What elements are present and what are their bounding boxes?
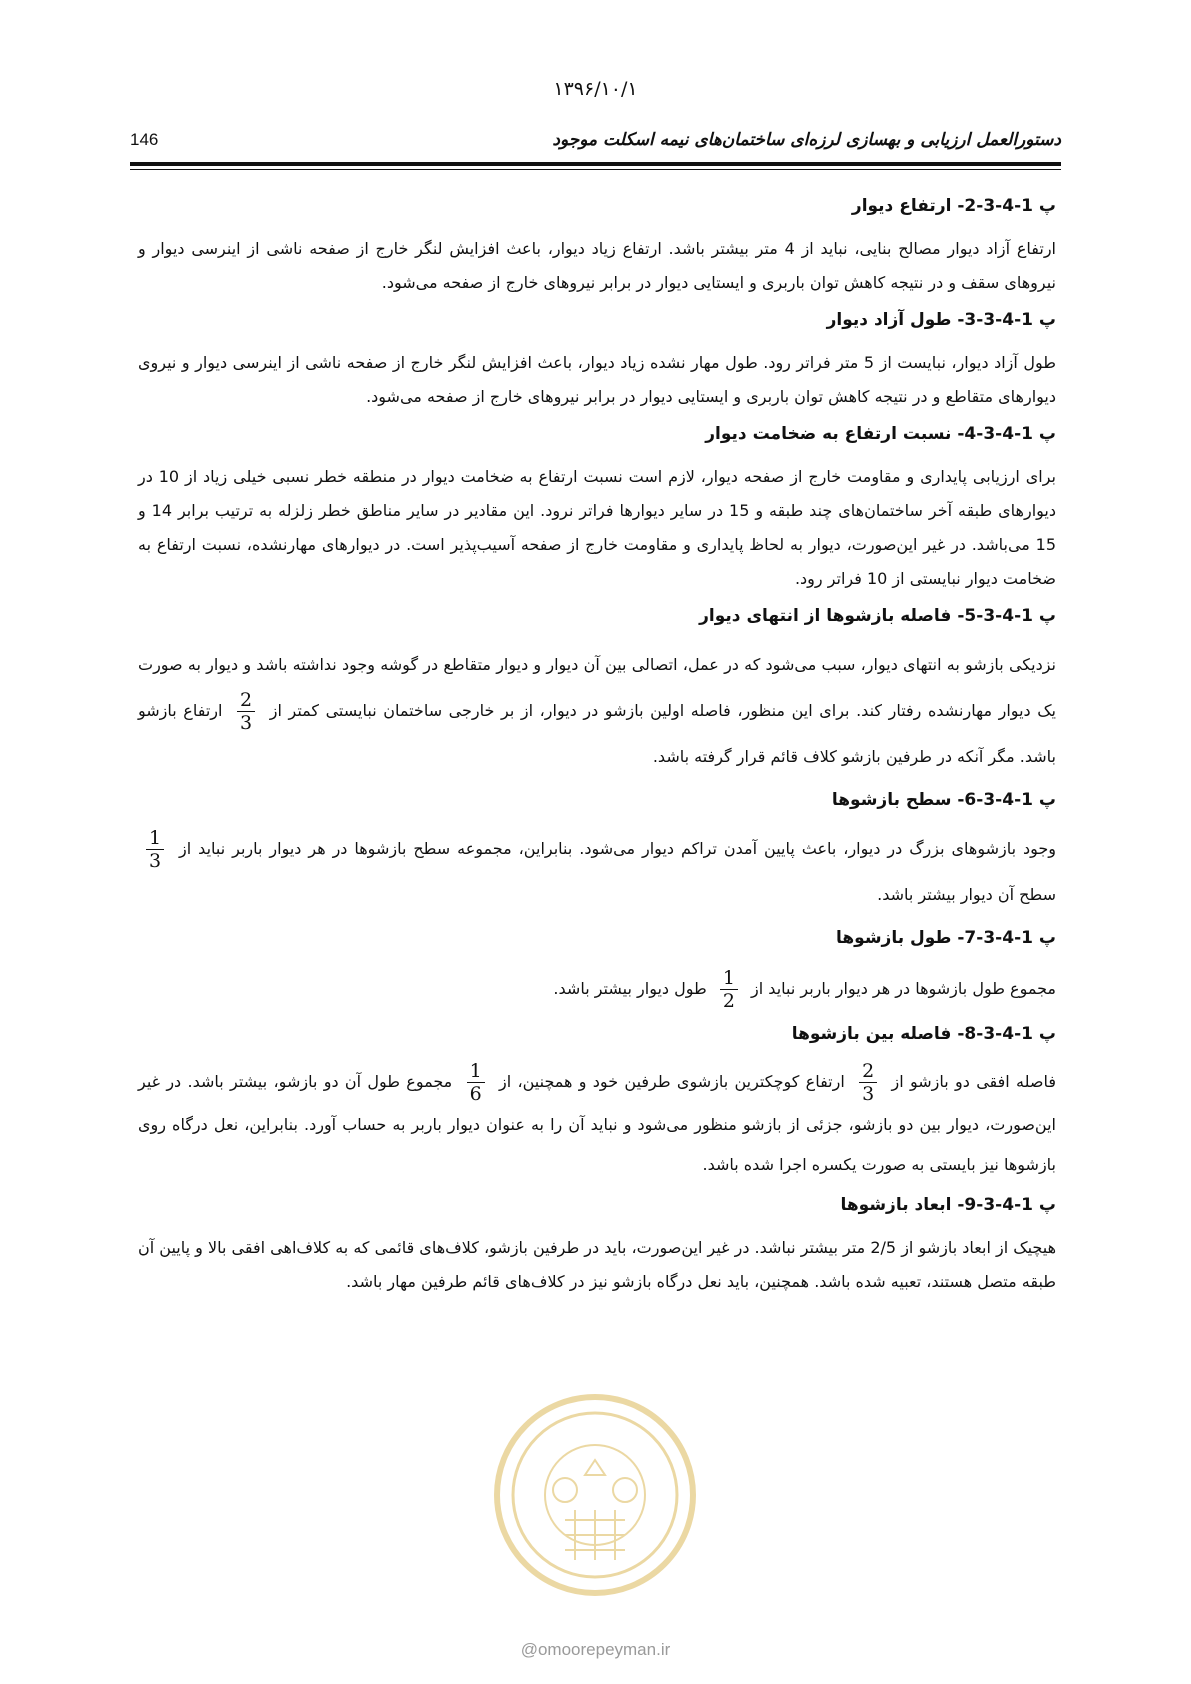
organization-seal-icon <box>490 1390 700 1600</box>
document-body <box>138 192 1056 1305</box>
section-heading: پ 1-4-3-8- فاصله بین بازشوها <box>791 1024 1056 1044</box>
paragraph-text: وجود بازشوهای بزرگ در دیوار، باعث پایین آمدن تراکم دیوار می‌شود. بنابراین، مجموعه سطح بازشوها در هر دیوار باربر نباید از <box>179 839 1056 858</box>
section-heading: پ 1-4-3-7- طول بازشوها <box>836 928 1056 948</box>
page-header <box>130 130 1061 158</box>
paragraph-text: نزدیکی بازشو به انتهای دیوار، سبب می‌شود که در عمل، اتصالی بین آن دیوار و دیوار متقاطع در گوشه وجود نداشته باشد و دیوار به صورت یک دیوار مهارنشده رفتار کند. برای این منظور، فاصله اولین بازشو در دیوار، از بر خارجی ساختمان نبایستی کمتر از <box>138 655 1056 720</box>
paragraph-text: طول دیوار بیشتر باشد. <box>553 979 707 998</box>
section-heading: پ 1-4-3-3- طول آزاد دیوار <box>826 310 1056 330</box>
fraction-denominator: 3 <box>240 712 253 734</box>
header-rule-thin <box>130 169 1061 170</box>
document-date: ۱۳۹۶/۱۰/۱ <box>553 78 638 100</box>
paragraph-text: فاصله افقی دو بازشو از <box>891 1072 1057 1091</box>
fraction <box>859 1060 877 1105</box>
fraction-numerator: 2 <box>237 689 255 712</box>
section-paragraph: ارتفاع آزاد دیوار مصالح بنایی، نباید از 4 متر بیشتر باشد. ارتفاع زیاد دیوار، باعث افزایش لنگر خارج از صفحه ناشی از اینرسی دیوار و نیروهای سقف و در نتیجه کاهش توان باربری و ایستایی دیوار در برابر نیروهای خارج از صفحه می‌شود. <box>138 239 1057 292</box>
paragraph-text: مجموع طول آن دو بازشو، بیشتر باشد. در غیر این‌صورت، دیوار بین دو بازشو، جزئی از بازشو منظور می‌شود و نباید آن را به عنوان دیوار باربر به حساب آورد. بنابراین، نعل درگاه روی بازشوها نیز بایستی به صورت یکسره اجرا شده باشد. <box>138 1072 1056 1174</box>
header-title: دستورالعمل ارزیابی و بهسازی لرزه‌ای ساختمان‌های نیمه اسکلت موجود <box>552 130 1061 150</box>
page-number: 146 <box>130 130 159 149</box>
header-rule-thick <box>130 162 1061 166</box>
section-heading: پ 1-4-3-2- ارتفاع دیوار <box>851 196 1056 216</box>
section-paragraph <box>138 964 1056 1014</box>
fraction-numerator: 1 <box>467 1060 485 1083</box>
watermark-text: @omoorepeyman.ir <box>520 1640 671 1659</box>
fraction-denominator: 2 <box>722 990 735 1012</box>
fraction-denominator: 6 <box>469 1083 482 1105</box>
section-heading: پ 1-4-3-9- ابعاد بازشوها <box>840 1195 1056 1215</box>
fraction <box>237 689 255 734</box>
section-paragraph <box>138 826 1056 918</box>
fraction-numerator: 1 <box>720 967 738 990</box>
section-heading: پ 1-4-3-5- فاصله بازشوها از انتهای دیوار <box>699 606 1056 626</box>
paragraph-text: ارتفاع کوچکترین بازشوی طرفین خود و همچنین، از <box>498 1072 845 1091</box>
fraction-denominator: 3 <box>862 1083 875 1105</box>
fraction-numerator: 2 <box>859 1060 877 1083</box>
section-paragraph: طول آزاد دیوار، نبایست از 5 متر فراتر رود. طول مهار نشده زیاد دیوار، باعث افزایش لنگر خارج از صفحه ناشی از اینرسی دیوار و نیروی دیوارهای متقاطع و در نتیجه کاهش توان باربری و ایستایی دیوار در برابر نیروهای خارج از صفحه می‌شود. <box>138 353 1056 406</box>
section-paragraph <box>138 642 1056 780</box>
section-paragraph <box>138 1060 1056 1185</box>
fraction <box>720 967 738 1012</box>
section-heading: پ 1-4-3-4- نسبت ارتفاع به ضخامت دیوار <box>705 424 1056 444</box>
section-paragraph: برای ارزیابی پایداری و مقاومت خارج از صفحه دیوار، لازم است نسبت ارتفاع به ضخامت دیوار در منطقه خطر نسبی خیلی زیاد از 10 در دیوارهای طبقه آخر ساختمان‌های چند طبقه و 15 در سایر دیوارها فراتر نرود. این مقادیر در سایر مناطق خطر زلزله به ترتیب برابر 14 و 15 می‌باشد. در غیر این‌صورت، دیوار به لحاظ پایداری و مقاومت خارج از صفحه آسیب‌پذیر است. در دیوارهای مهارنشده، نسبت ارتفاع به ضخامت دیوار نبایستی از 10 فراتر رود. <box>138 467 1057 588</box>
fraction <box>146 827 164 872</box>
section-paragraph: هیچیک از ابعاد بازشو از 2/5 متر بیشتر نباشد. در غیر این‌صورت، باید در طرفین بازشو، کلاف‌های قائمی که به کلاف‌اهی افقی بالا و پایین آن طبقه متصل هستند، تعبیه شده باشد. همچنین، باید نعل درگاه بازشو نیز در کلاف‌های قائم طرفین مهار باشد. <box>138 1238 1057 1291</box>
fraction-numerator: 1 <box>146 827 164 850</box>
paragraph-text: سطح آن دیوار بیشتر باشد. <box>877 885 1056 904</box>
paragraph-text: ارتفاع بازشو باشد. مگر آنکه در طرفین بازشو کلاف قائم قرار گرفته باشد. <box>138 701 1056 766</box>
section-heading: پ 1-4-3-6- سطح بازشوها <box>831 790 1056 810</box>
paragraph-text: مجموع طول بازشوها در هر دیوار باربر نباید از <box>751 979 1056 998</box>
fraction <box>467 1060 485 1105</box>
fraction-denominator: 3 <box>149 850 162 872</box>
